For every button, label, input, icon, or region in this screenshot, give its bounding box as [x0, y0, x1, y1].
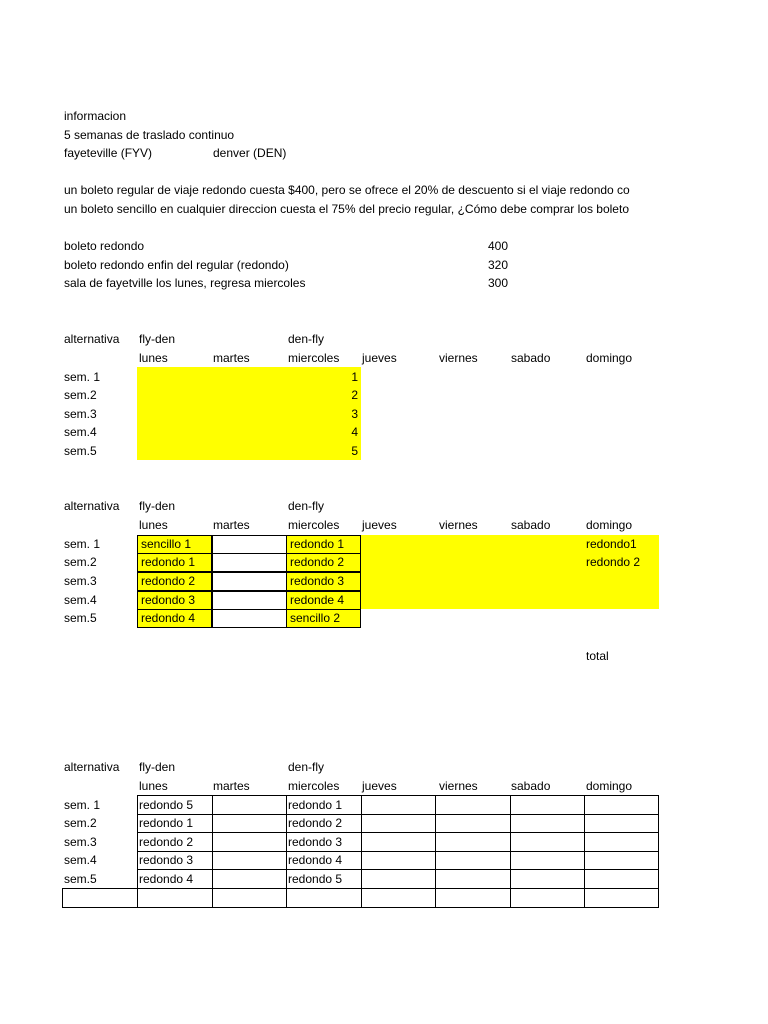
price-value-1: 400 — [487, 239, 508, 253]
ticket-cell[interactable]: redondo 1 — [288, 798, 343, 812]
day-header-lunes: lunes — [139, 351, 168, 365]
ticket-cell[interactable]: redondo 1 — [139, 816, 194, 830]
day-header-jueves: jueves — [362, 779, 397, 793]
price-value-2: 320 — [487, 258, 508, 272]
day-header-martes: martes — [213, 779, 250, 793]
day-header-miercoles: miercoles — [288, 779, 340, 793]
price-label-1: boleto redondo — [64, 239, 145, 253]
ticket-cell[interactable]: redondo 2 — [139, 835, 194, 849]
ticket-cell[interactable]: redondo 4 — [288, 853, 343, 867]
week-number: 2 — [351, 388, 358, 402]
day-header-miercoles: miercoles — [288, 351, 340, 365]
info-line-1: un boleto regular de viaje redondo cuesta $400, pero se ofrece el 20% de descuento si el viaje redondo co — [64, 183, 630, 197]
ticket-cell[interactable]: sencillo 1 — [137, 535, 212, 554]
info-title: informacion — [64, 109, 127, 123]
day-header-sabado: sabado — [511, 518, 551, 532]
day-header-viernes: viernes — [439, 779, 478, 793]
ticket-cell[interactable]: redondo 3 — [137, 591, 212, 610]
week-label: sem.5 — [64, 444, 97, 458]
day-header-sabado: sabado — [511, 779, 551, 793]
col-header-alternativa: alternativa — [64, 499, 120, 513]
week-number: 5 — [351, 444, 358, 458]
day-header-viernes: viernes — [439, 518, 478, 532]
week-label: sem.2 — [64, 388, 97, 402]
ticket-cell[interactable]: redondo 5 — [139, 798, 194, 812]
day-header-jueves: jueves — [362, 518, 397, 532]
week-label: sem. 1 — [64, 370, 101, 384]
ticket-cell[interactable]: redondo1 — [586, 537, 637, 551]
week-label: sem. 1 — [64, 537, 101, 551]
price-label-2: boleto redondo enfin del regular (redondo) — [64, 258, 289, 272]
info-origin: fayeteville (FYV) — [64, 146, 153, 160]
info-weeks: 5 semanas de traslado continuo — [64, 128, 235, 142]
day-header-domingo: domingo — [586, 351, 633, 365]
info-destination: denver (DEN) — [213, 146, 287, 160]
day-header-lunes: lunes — [139, 779, 168, 793]
week-label: sem.2 — [64, 555, 97, 569]
week-label: sem.3 — [64, 407, 97, 421]
ticket-cell[interactable]: redonde 4 — [286, 591, 361, 610]
week-label: sem.2 — [64, 816, 97, 830]
week-number: 3 — [351, 407, 358, 421]
day-header-martes: martes — [213, 351, 250, 365]
week-label: sem.5 — [64, 872, 97, 886]
col-header-den-fly: den-fly — [288, 332, 325, 346]
ticket-cell[interactable]: redondo 2 — [586, 555, 641, 569]
day-header-martes: martes — [213, 518, 250, 532]
info-line-2: un boleto sencillo en cualquier direccion cuesta el 75% del precio regular, ¿Cómo debe comprar los boleto — [64, 202, 629, 216]
ticket-cell[interactable]: sencillo 2 — [286, 609, 361, 628]
price-label-3: sala de fayetville los lunes, regresa miercoles — [64, 276, 306, 290]
ticket-cell[interactable]: redondo 5 — [288, 872, 343, 886]
ticket-cell[interactable]: redondo 3 — [286, 572, 361, 591]
col-header-alternativa: alternativa — [64, 760, 120, 774]
col-header-fly-den: fly-den — [139, 332, 176, 346]
ticket-cell[interactable]: redondo 4 — [139, 872, 194, 886]
day-header-domingo: domingo — [586, 779, 633, 793]
ticket-cell[interactable]: redondo 2 — [286, 553, 361, 572]
week-number: 4 — [351, 425, 358, 439]
day-header-miercoles: miercoles — [288, 518, 340, 532]
ticket-cell[interactable]: redondo 3 — [139, 853, 194, 867]
week-label: sem.3 — [64, 574, 97, 588]
col-header-den-fly: den-fly — [288, 760, 325, 774]
week-label: sem.4 — [64, 853, 97, 867]
day-header-viernes: viernes — [439, 351, 478, 365]
ticket-cell[interactable]: redondo 1 — [137, 553, 212, 572]
day-header-jueves: jueves — [362, 351, 397, 365]
week-label: sem.4 — [64, 593, 97, 607]
col-header-den-fly: den-fly — [288, 499, 325, 513]
day-header-lunes: lunes — [139, 518, 168, 532]
week-label: sem.4 — [64, 425, 97, 439]
ticket-cell[interactable]: redondo 2 — [288, 816, 343, 830]
price-value-3: 300 — [487, 276, 508, 290]
day-header-domingo: domingo — [586, 518, 633, 532]
total-label: total — [586, 649, 609, 663]
week-label: sem.5 — [64, 611, 97, 625]
week-number: 1 — [351, 370, 358, 384]
col-header-fly-den: fly-den — [139, 499, 176, 513]
ticket-cell[interactable]: redondo 2 — [137, 572, 212, 591]
col-header-fly-den: fly-den — [139, 760, 176, 774]
col-header-alternativa: alternativa — [64, 332, 120, 346]
week-label: sem. 1 — [64, 798, 101, 812]
ticket-cell[interactable]: redondo 1 — [286, 535, 361, 554]
day-header-sabado: sabado — [511, 351, 551, 365]
week-label: sem.3 — [64, 835, 97, 849]
ticket-cell[interactable]: redondo 4 — [137, 609, 212, 628]
ticket-cell[interactable]: redondo 3 — [288, 835, 343, 849]
